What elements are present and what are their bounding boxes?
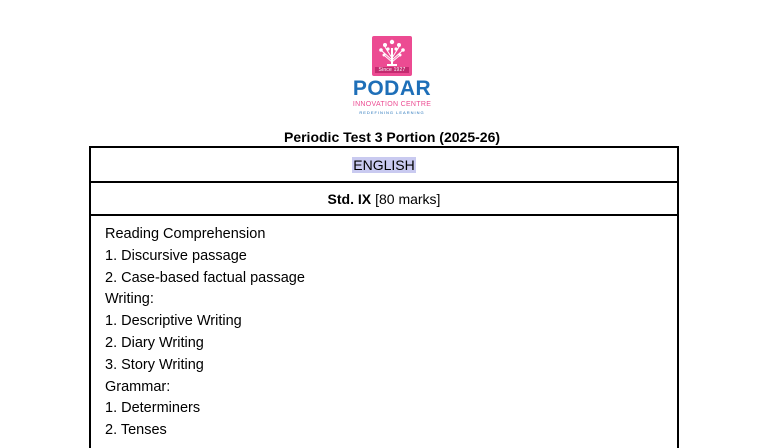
logo-since-text: Since 1927 [375,67,409,73]
portion-content [91,216,677,442]
logo-subtitle-text: INNOVATION CENTRE [352,101,432,108]
logo-tagline-text: REDEFINING LEARNING [359,110,425,115]
portion-line: Reading Comprehension [105,226,266,242]
portion-table [89,146,679,448]
portion-line: 1. Determiners [105,400,201,417]
podar-logo [344,34,440,120]
portion-line: 3. Story Writing [105,356,204,373]
logo-brand-text: PODAR [352,77,432,100]
document-title: Periodic Test 3 Portion (2025-26) [283,129,501,145]
standard-row [91,183,677,216]
portion-line: 2. Case-based factual passage [105,269,305,286]
tree-emblem-icon [372,36,412,76]
portion-line: 2. Diary Writing [105,334,204,351]
portion-line: Grammar: [105,378,171,395]
subject-heading: ENGLISH [353,156,415,173]
portion-line: 1. Descriptive Writing [105,313,242,330]
standard-label: Std. IX [327,190,372,207]
portion-line: Writing: [105,291,154,308]
subject-row [91,148,677,183]
portion-line: 1. Discursive passage [105,247,247,264]
marks-label: [80 marks] [375,190,441,207]
portion-line: 2. Tenses [105,422,167,439]
